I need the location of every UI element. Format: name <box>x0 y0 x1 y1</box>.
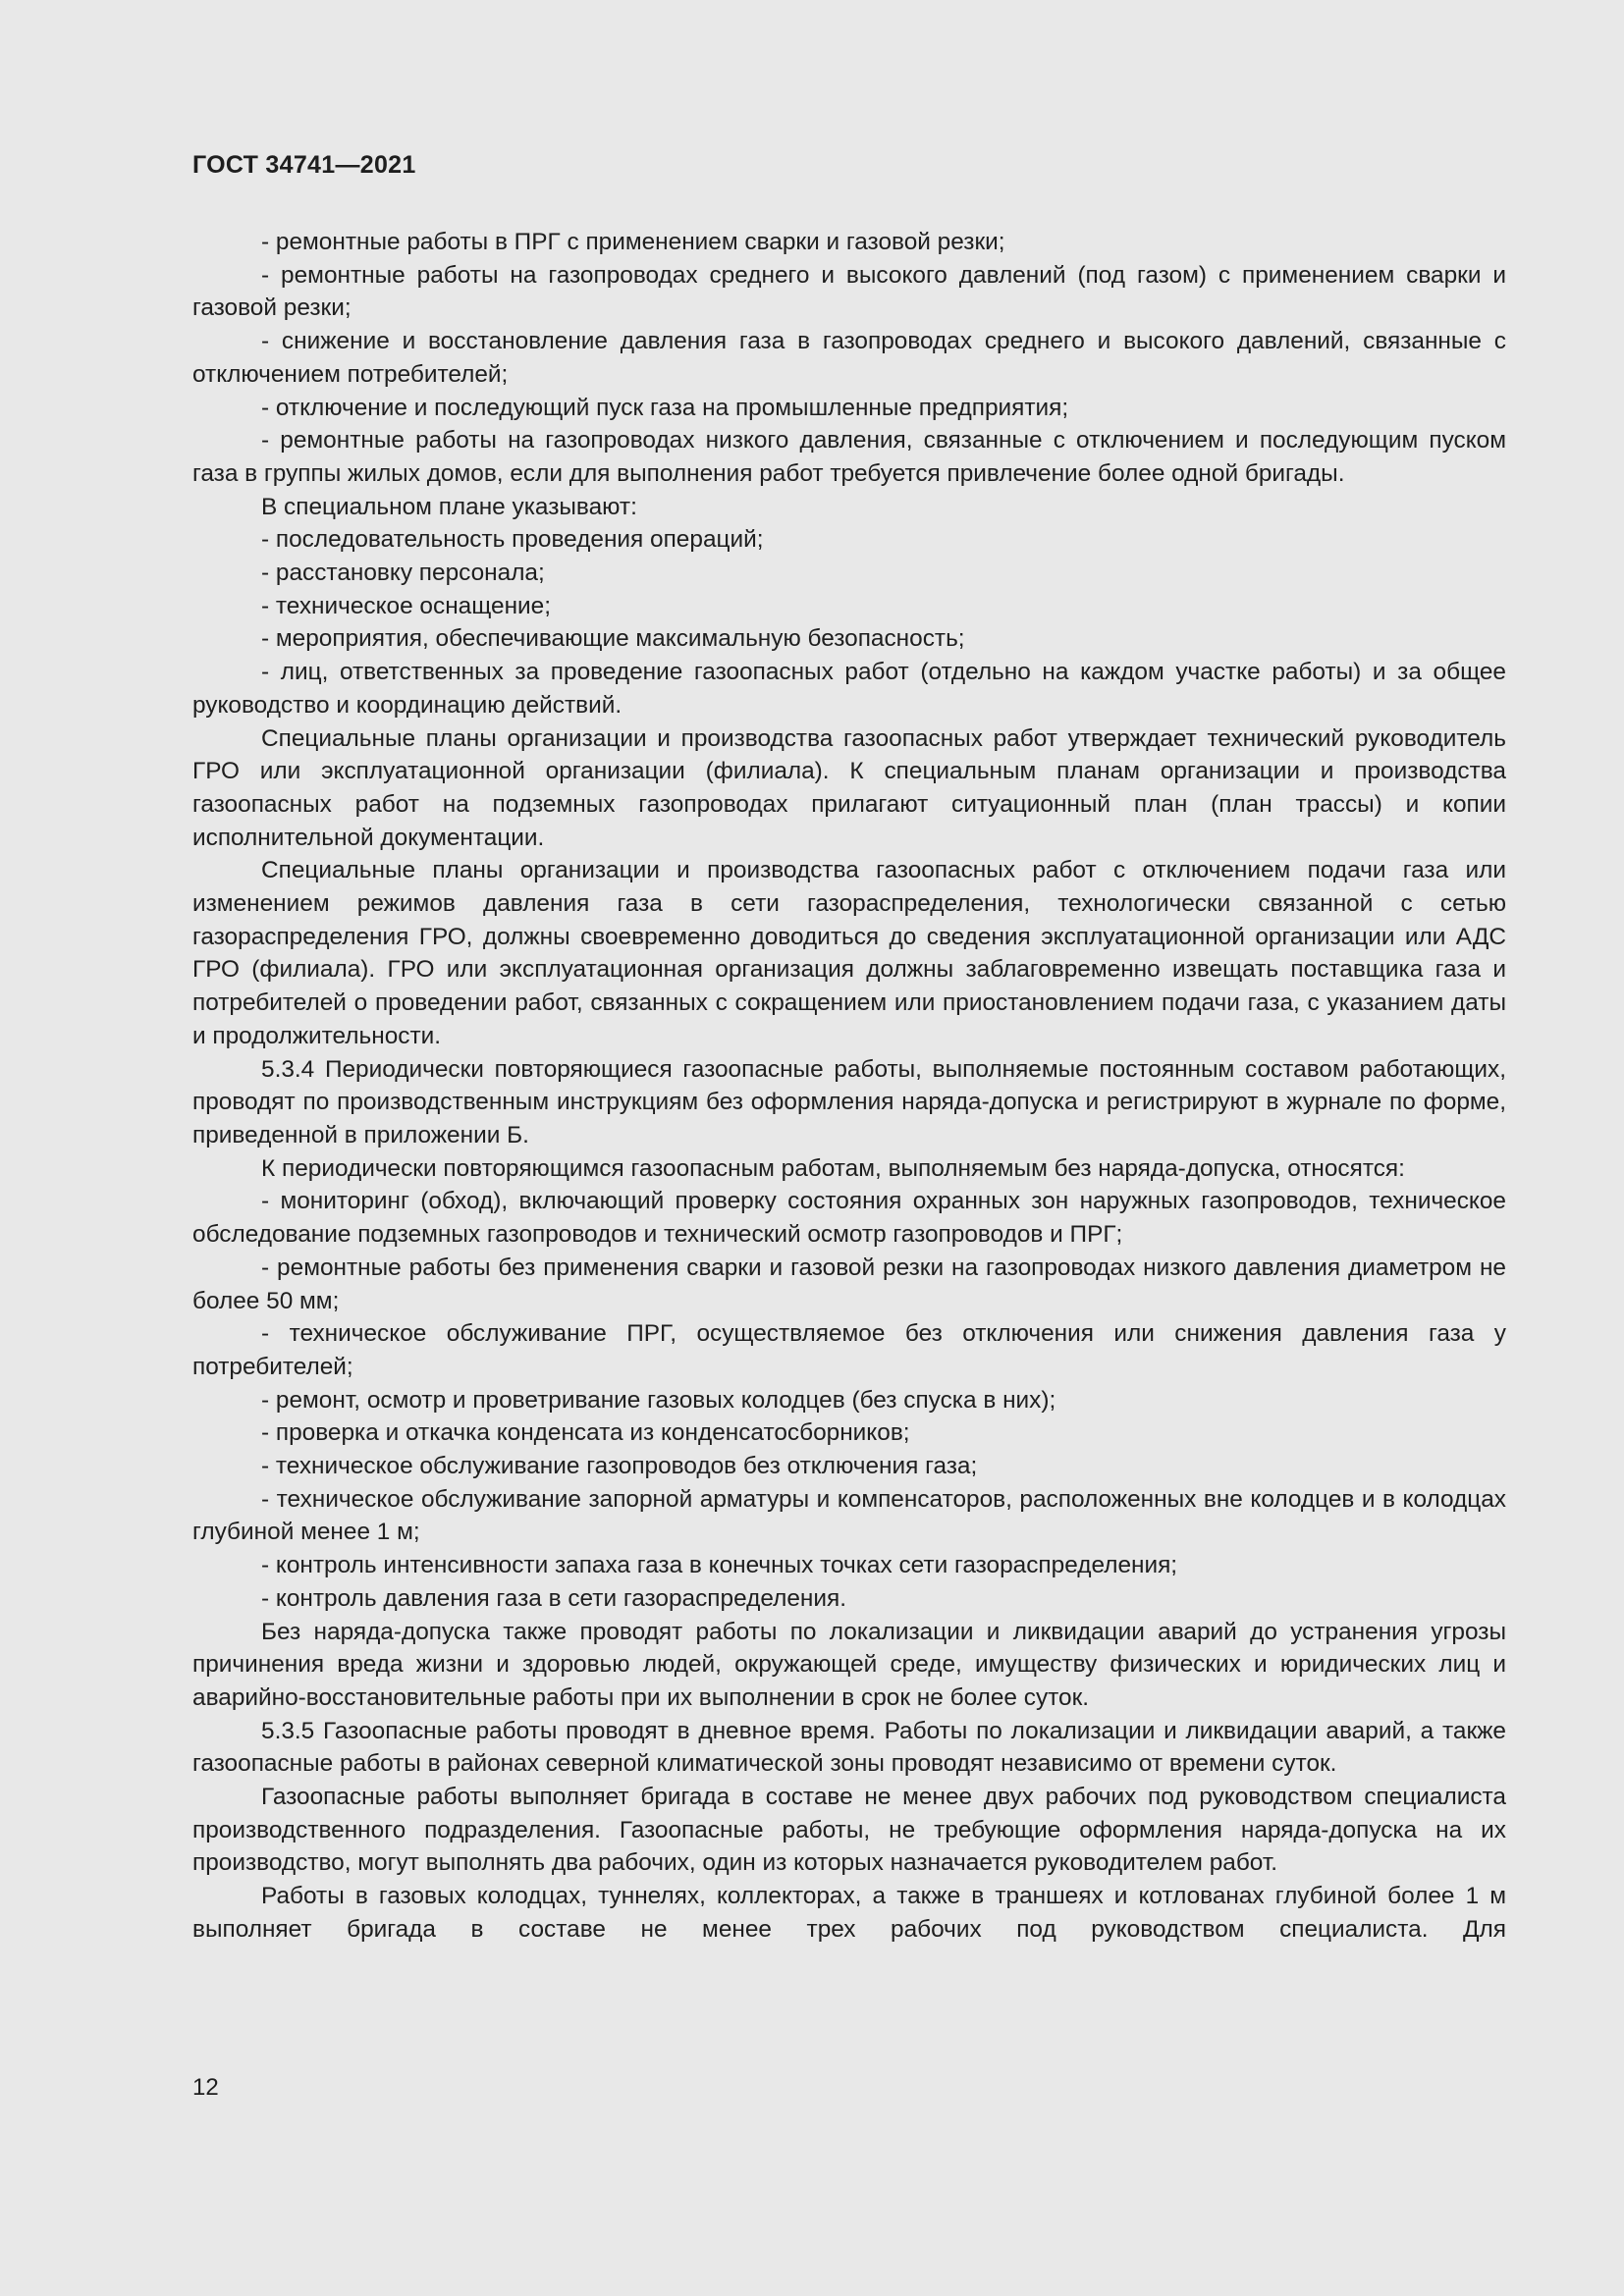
paragraph: - мероприятия, обеспечивающие максимальную безопасность; <box>261 625 965 653</box>
paragraph: Без наряда-допуска также проводят работы по локализации и ликвидации аварий до устранения угрозы причинения вреда жизни и здоровью людей, окружающей среде, имуществу физических и юридических лиц и аварийно-восстановительные работы при их выполнении в срок не более суток. <box>192 1618 1506 1711</box>
document-header: ГОСТ 34741—2021 <box>192 151 416 179</box>
paragraph: - лиц, ответственных за проведение газоопасных работ (отдельно на каждом участке работы) и за общее руководство и координацию действий. <box>192 659 1506 719</box>
paragraph: - техническое оснащение; <box>261 592 552 619</box>
paragraph: - контроль интенсивности запаха газа в конечных точках сети газораспределения; <box>261 1552 1178 1579</box>
document-body <box>192 226 1506 1947</box>
paragraph: Газоопасные работы выполняет бригада в составе не менее двух рабочих под руководством специалиста производственного подразделения. Газоопасные работы, не требующие оформления наряда-допуска на их производство, могут выполнять два рабочих, один из которых назначается руководителем работ. <box>192 1784 1506 1877</box>
paragraph: 5.3.4 Периодически повторяющиеся газоопасные работы, выполняемые постоянным составом работающих, проводят по производственным инструкциям без оформления наряда-допуска и регистрируют в журнале по форме, приведенной в приложении Б. <box>192 1055 1506 1148</box>
paragraph: - ремонт, осмотр и проветривание газовых колодцев (без спуска в них); <box>261 1386 1056 1414</box>
paragraph: - контроль давления газа в сети газораспределения. <box>261 1584 846 1612</box>
page-number: 12 <box>192 2074 219 2101</box>
paragraph: Работы в газовых колодцах, туннелях, коллекторах, а также в траншеях и котлованах глубиной более 1 м выполняет бригада в составе не менее трех рабочих под руководством специалиста. Для <box>192 1883 1506 1943</box>
paragraph: Специальные планы организации и производства газоопасных работ утверждает технический руководитель ГРО или эксплуатационной организации (филиала). К специальным планам организации и производства газоопасных работ на подземных газопроводах прилагают ситуационный план (план трассы) и копии исполнительной документации. <box>192 724 1506 851</box>
paragraph: 5.3.5 Газоопасные работы проводят в дневное время. Работы по локализации и ликвидации аварий, а также газоопасные работы в районах северной климатической зоны проводят независимо от времени суток. <box>192 1717 1506 1778</box>
paragraph: - отключение и последующий пуск газа на промышленные предприятия; <box>261 394 1069 421</box>
paragraph: К периодически повторяющимся газоопасным работам, выполняемым без наряда-допуска, относятся: <box>261 1154 1405 1182</box>
paragraph: - ремонтные работы на газопроводах среднего и высокого давлений (под газом) с применением сварки и газовой резки; <box>192 261 1506 322</box>
paragraph: Специальные планы организации и производства газоопасных работ с отключением подачи газа или изменением режимов давления газа в сети газораспределения, технологически связанной с сетью газораспределения ГРО, должны своевременно доводиться до сведения эксплуатационной организации или АДС ГРО (филиала). ГРО или эксплуатационная организация должны заблаговременно извещать поставщика газа и потребителей о проведении работ, связанных с сокращением или приостановлением подачи газа, с указанием даты и продолжительности. <box>192 857 1506 1049</box>
paragraph: - ремонтные работы на газопроводах низкого давления, связанные с отключением и последующим пуском газа в группы жилых домов, если для выполнения работ требуется привлечение более одной бригады. <box>192 427 1506 487</box>
paragraph: - мониторинг (обход), включающий проверку состояния охранных зон наружных газопроводов, техническое обследование подземных газопроводов и технический осмотр газопроводов и ПРГ; <box>192 1188 1506 1249</box>
paragraph: - техническое обслуживание газопроводов без отключения газа; <box>261 1453 978 1480</box>
paragraph: В специальном плане указывают: <box>261 493 637 520</box>
paragraph: - ремонтные работы без применения сварки и газовой резки на газопроводах низкого давления диаметром не более 50 мм; <box>192 1254 1506 1314</box>
paragraph: - техническое обслуживание ПРГ, осуществляемое без отключения или снижения давления газа у потребителей; <box>192 1320 1506 1380</box>
paragraph: - последовательность проведения операций; <box>261 526 764 554</box>
paragraph: - ремонтные работы в ПРГ с применением сварки и газовой резки; <box>261 229 1005 255</box>
paragraph: - проверка и откачка конденсата из конденсатосборников; <box>261 1419 910 1447</box>
paragraph: - техническое обслуживание запорной арматуры и компенсаторов, расположенных вне колодцев и в колодцах глубиной менее 1 м; <box>192 1485 1506 1546</box>
paragraph: - расстановку персонала; <box>261 560 545 587</box>
paragraph: - снижение и восстановление давления газа в газопроводах среднего и высокого давлений, связанные с отключением потребителей; <box>192 328 1506 388</box>
